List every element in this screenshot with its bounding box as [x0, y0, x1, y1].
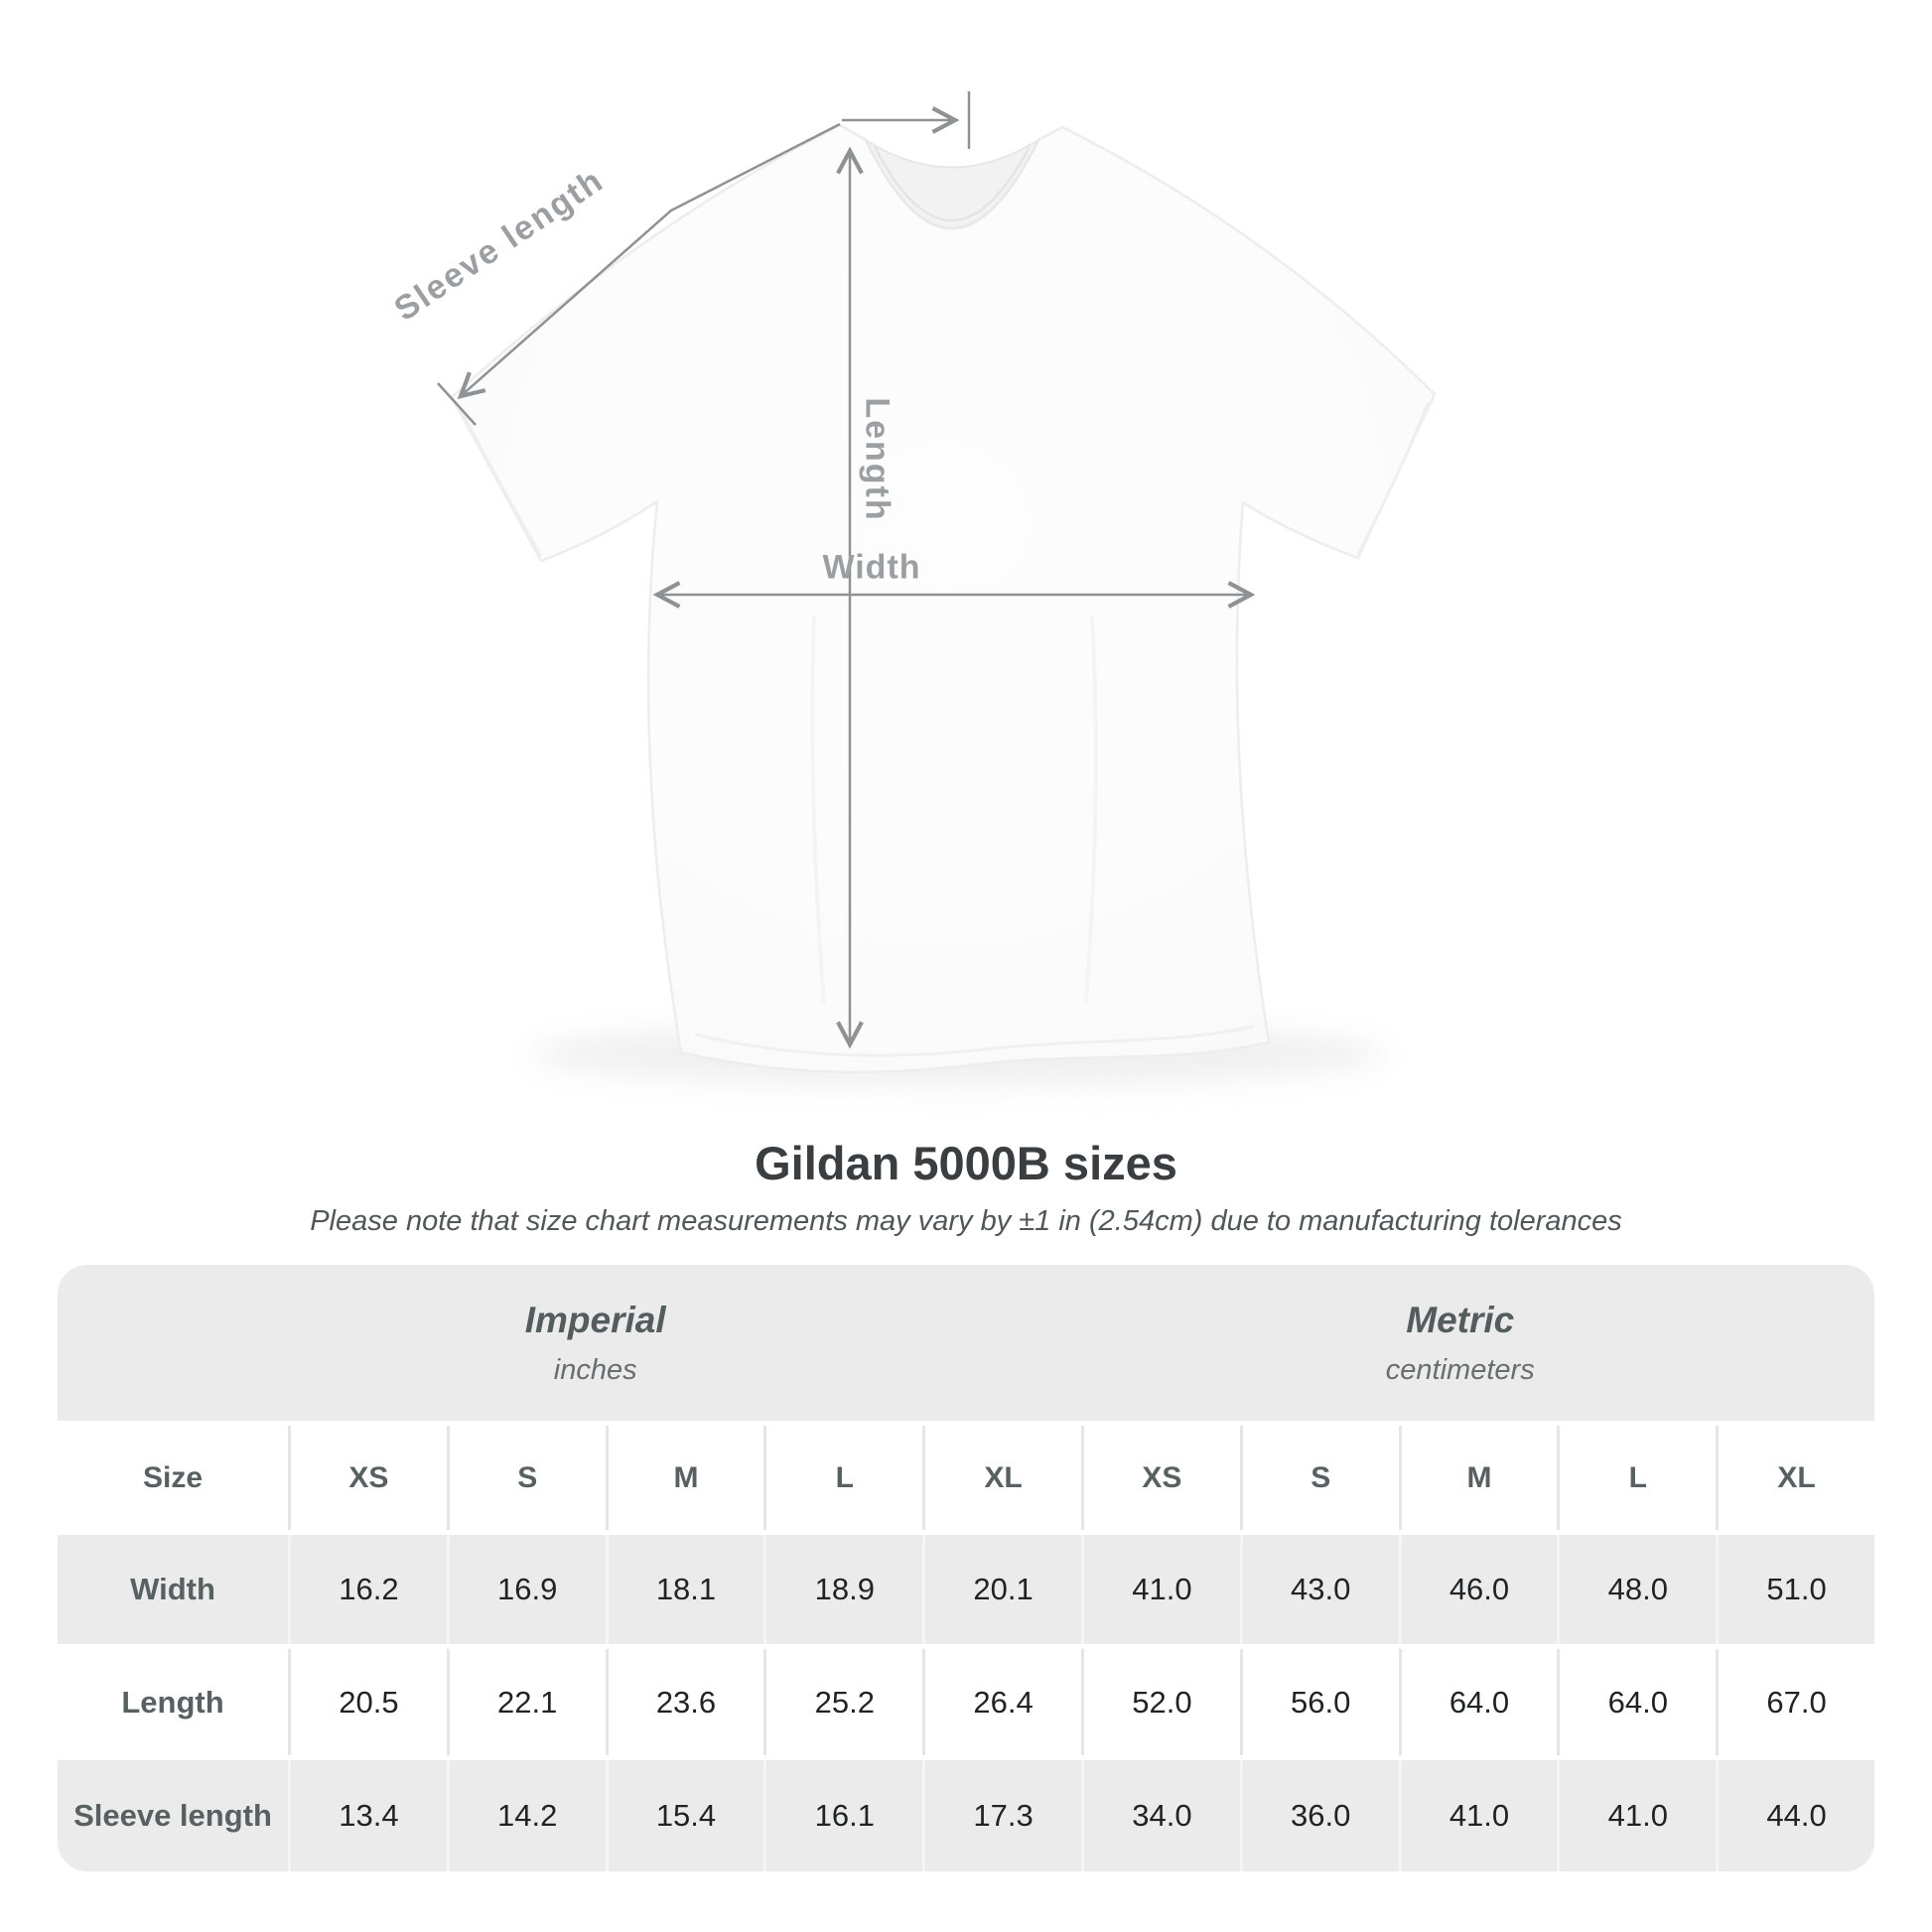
table-cell: 13.4: [288, 1760, 447, 1871]
table-cell: 18.9: [763, 1535, 922, 1644]
table-cell: 46.0: [1399, 1535, 1558, 1644]
table-cell: 16.9: [447, 1535, 606, 1644]
table-cell: 22.1: [447, 1649, 606, 1755]
table-cell: 26.4: [922, 1649, 1081, 1755]
table-cell: 20.5: [288, 1649, 447, 1755]
width-label: Width: [822, 548, 921, 587]
size-header-cell: XL: [1716, 1426, 1874, 1530]
table-cell: 16.2: [288, 1535, 447, 1644]
table-cell: 41.0: [1399, 1760, 1558, 1871]
row-label: Sleeve length: [58, 1760, 288, 1871]
size-header-cell: XS: [1081, 1426, 1240, 1530]
table-cell: 64.0: [1557, 1649, 1716, 1755]
size-table: [58, 1265, 1874, 1876]
table-cell: 43.0: [1240, 1535, 1399, 1644]
length-label: Length: [858, 397, 897, 522]
metric-unit: centimeters: [1385, 1354, 1535, 1386]
size-header-cell: M: [1399, 1426, 1558, 1530]
table-cell: 52.0: [1081, 1649, 1240, 1755]
row-label: Width: [58, 1535, 288, 1644]
table-cell: 51.0: [1716, 1535, 1874, 1644]
table-cell: 67.0: [1716, 1649, 1874, 1755]
table-cell: 56.0: [1240, 1649, 1399, 1755]
table-row-length: [58, 1649, 1874, 1755]
imperial-section-header: [525, 1299, 666, 1388]
table-cell: 14.2: [447, 1760, 606, 1871]
tshirt-shape: [452, 125, 1435, 1072]
sleeve-length-label: Sleeve length: [387, 161, 611, 329]
size-header-cell: XL: [922, 1426, 1081, 1530]
table-cell: 16.1: [763, 1760, 922, 1871]
size-header-cell: L: [1557, 1426, 1716, 1530]
metric-title: Metric: [1406, 1300, 1515, 1340]
table-row-sleeve-length: [58, 1760, 1874, 1871]
row-label: Length: [58, 1649, 288, 1755]
size-header-cell: XS: [288, 1426, 447, 1530]
tolerance-note: Please note that size chart measurements may vary by ±1 in (2.54cm) due to manufacturing tolerances: [310, 1205, 1622, 1237]
table-cell: 20.1: [922, 1535, 1081, 1644]
table-cell: 23.6: [606, 1649, 764, 1755]
unit-header-band: [58, 1265, 1874, 1421]
size-header-cell: S: [447, 1426, 606, 1530]
page-title: Gildan 5000B sizes: [755, 1137, 1177, 1189]
table-cell: 44.0: [1716, 1760, 1874, 1871]
table-cell: 17.3: [922, 1760, 1081, 1871]
table-cell: 64.0: [1399, 1649, 1558, 1755]
table-cell: 36.0: [1240, 1760, 1399, 1871]
table-cell: 15.4: [606, 1760, 764, 1871]
table-cell: 18.1: [606, 1535, 764, 1644]
table-cell: 41.0: [1081, 1535, 1240, 1644]
size-header-cell: S: [1240, 1426, 1399, 1530]
imperial-title: Imperial: [524, 1300, 666, 1340]
table-cell: 34.0: [1081, 1760, 1240, 1871]
table-cell: 41.0: [1557, 1760, 1716, 1871]
size-header-cell: L: [763, 1426, 922, 1530]
size-header-cell: M: [606, 1426, 764, 1530]
table-cell: 25.2: [763, 1649, 922, 1755]
size-header-row: [58, 1426, 1874, 1530]
imperial-unit: inches: [553, 1354, 637, 1386]
table-row-width: [58, 1535, 1874, 1644]
table-cell: 48.0: [1557, 1535, 1716, 1644]
size-column-header: Size: [58, 1426, 288, 1530]
metric-section-header: [1386, 1299, 1535, 1388]
